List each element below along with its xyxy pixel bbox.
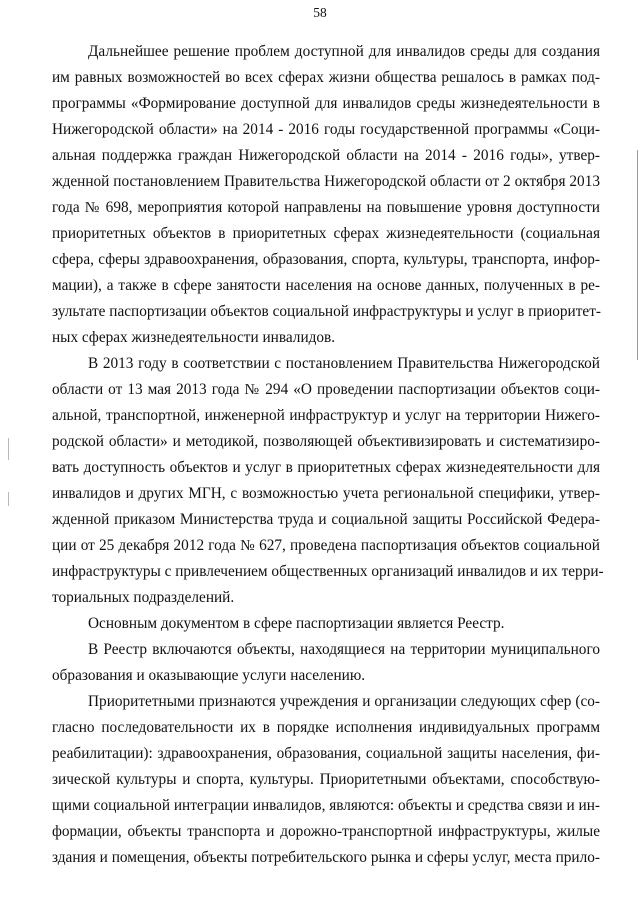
paragraph-2-line-6: инвалидов и других МГН, с возможностью учета региональной специфики, утвер-: [52, 485, 600, 502]
paragraph-1-line-5: альная поддержка граждан Нижегородской области на 2014 - 2016 годы», утвер-: [52, 147, 600, 164]
paragraph-1-line-11: зультате паспортизации объектов социальной инфраструктуры и услуг в приоритет-: [52, 303, 601, 320]
paragraph-5-line-7: здания и помещения, объекты потребительского рынка и сферы услуг, места прило-: [52, 849, 600, 866]
paragraph-2-line-9: инфраструктуры с привлечением общественных организаций инвалидов и их терри-: [52, 563, 604, 580]
paragraph-5-line-4: зической культуры и спорта, культуры. Приоритетными объектами, способствую-: [52, 771, 600, 788]
paragraph-1-line-8: приоритетных объектов в приоритетных сферах жизнедеятельности (социальная: [52, 225, 600, 242]
paragraph-1-line-10: мации), а также в сфере занятости населения на основе данных, полученных в ре-: [52, 277, 600, 294]
paragraph-2-line-1: В 2013 году в соответствии с постановлением Правительства Нижегородской: [88, 355, 600, 372]
paragraph-5-line-3: реабилитации): здравоохранения, образования, социальной защиты населения, фи-: [52, 745, 600, 762]
paragraph-2-line-2: области от 13 мая 2013 года № 294 «О проведении паспортизации объектов соци-: [52, 381, 600, 398]
paragraph-2-line-5: вать доступность объектов и услуг в приоритетных сферах жизнедеятельности для: [52, 459, 600, 476]
paragraph-3-line-1: Основным документом в сфере паспортизации является Реестр.: [88, 615, 505, 632]
paragraph-1-line-2: им равных возможностей во всех сферах жизни общества решалось в рамках под-: [52, 69, 600, 86]
paragraph-5-line-5: щими социальной интеграции инвалидов, являются: объекты и средства связи и ин-: [52, 797, 601, 814]
paragraph-2-line-4: родской области» и методикой, позволяющей объективизировать и систематизиро-: [52, 433, 600, 450]
left-margin-mark: [8, 492, 9, 506]
paragraph-2-line-8: ции от 25 декабря 2012 года № 627, проведена паспортизация объектов социальной: [52, 537, 600, 554]
paragraph-4-line-2: образования и оказывающие услуги населению.: [52, 667, 366, 684]
paragraph-2-line-3: альной, транспортной, инженерной инфраструктур и услуг на территории Нижего-: [52, 407, 600, 424]
right-edge-mark: [637, 150, 638, 360]
paragraph-5-line-6: формации, объекты транспорта и дорожно-транспортной инфраструктуры, жилые: [52, 823, 600, 840]
paragraph-1-line-4: Нижегородской области» на 2014 - 2016 годы государственной программы «Соци-: [52, 121, 600, 138]
paragraph-1-line-3: программы «Формирование доступной для инвалидов среды жизнедеятельности в: [52, 95, 600, 112]
paragraph-5-line-2: гласно последовательности их в порядке исполнения индивидуальных программ: [52, 719, 600, 736]
paragraph-1-line-9: сфера, сферы здравоохранения, образования, спорта, культуры, транспорта, инфор-: [52, 251, 600, 268]
page-number: 58: [313, 5, 327, 20]
paragraph-1-line-6: жденной постановлением Правительства Нижегородской области от 2 октября 2013: [52, 173, 600, 190]
paragraph-2-line-10: ториальных подразделений.: [52, 589, 235, 606]
left-margin-mark: [8, 438, 9, 460]
paragraph-2-line-7: жденной приказом Министерства труда и социальной защиты Российской Федера-: [52, 511, 600, 528]
paragraph-1-line-7: года № 698, мероприятия которой направлены на повышение уровня доступности: [52, 199, 600, 216]
paragraph-4-line-1: В Реестр включаются объекты, находящиеся на территории муниципального: [88, 641, 600, 658]
paragraph-1-line-1: Дальнейшее решение проблем доступной для инвалидов среды для создания: [88, 43, 600, 60]
paragraph-1-line-12: ных сферах жизнедеятельности инвалидов.: [52, 329, 336, 346]
paragraph-5-line-1: Приоритетными признаются учреждения и организации следующих сфер (со-: [88, 693, 600, 710]
